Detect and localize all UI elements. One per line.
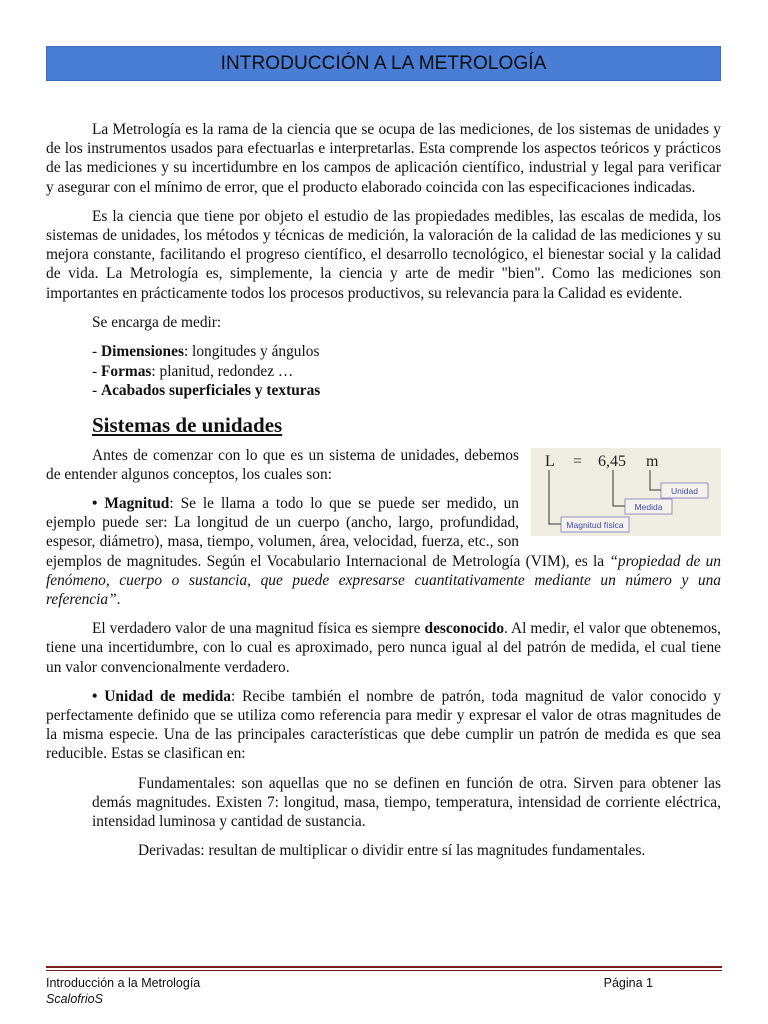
paragraph-true-value: El verdadero valor de una magnitud física es siempre desconocido. Al medir, el valor que obtenemos, tiene una incertidumbre, con lo cual es aproximado, pero nunca igual al del patrón de medida, el cual tiene un valor convencionalmente verdadero. [46, 620, 721, 676]
paragraph-derivadas: Derivadas: resultan de multiplicar o dividir entre sí las magnitudes fundamentales. [138, 842, 646, 860]
page-footer [46, 966, 722, 1006]
diagram-connector-measure [613, 470, 625, 506]
footer-doc-title: Introducción a la Metrología [46, 976, 201, 990]
diagram-equals: = [573, 452, 583, 470]
page-number: Página 1 [603, 976, 653, 990]
diagram-value: 6,45 [598, 452, 626, 470]
paragraph-magnitud: • Magnitud: Se le llama a todo lo que se puede ser medido, un ejemplo puede ser: La longitud de un cuerpo (ancho, largo, profundidad, espesor, diámetro), masa, tiempo, volumen, área, velocidad, fuerza, etc., son ejemplos de magnitudes. Según el Vocabulario Internacional de Metrología (VIM), es la “propiedad de un fenómeno, cuerpo o sustancia, que puede expresarse cuantitativamente mediante un número y una referencia”. [46, 494, 721, 608]
footer-row [46, 976, 722, 990]
title-banner [46, 46, 721, 81]
measures-list [92, 342, 721, 401]
paragraph-fundamentales: Fundamentales: son aquellas que no se definen en función de otra. Sirven para obtener las demás magnitudes. Existen 7: longitud, masa, tiempo, temperatura, intensidad de corriente eléctrica, intensidad luminosa y cantidad de sustancia. [92, 774, 721, 830]
diagram-label-magnitude: Magnitud física [566, 519, 624, 530]
list-item: - Acabados superficiales y texturas [92, 382, 321, 400]
document-body [46, 120, 721, 870]
footer-rule [46, 966, 722, 968]
diagram-label-measure: Medida [634, 501, 663, 512]
paragraph-concepts-intro: Antes de comenzar con lo que es un sistema de unidades, debemos de entender algunos conceptos, los cuales son: [46, 446, 519, 483]
footer-rule-thin [46, 970, 722, 971]
concepts-block [46, 446, 721, 610]
diagram-connector-magnitude [549, 470, 561, 524]
list-item: - Dimensiones: longitudes y ángulos [92, 343, 320, 361]
vim-quote: “propiedad de un fenómeno, cuerpo o sustancia, que puede expresarse cuantitativamente mediante un número y una referencia” [46, 552, 721, 608]
diagram-symbol: L [545, 452, 555, 470]
paragraph-definition: Es la ciencia que tiene por objeto el estudio de las propiedades medibles, las escalas de medida, los sistemas de unidades, los métodos y técnicas de medición, la valoración de la calidad de las mediciones y su mejora constante, facilitando el progreso científico, el desarrollo tecnológico, el bienestar social y la calidad de vida. La Metrología es, simplemente, la ciencia y arte de medir "bien". Como las mediciones son importantes en prácticamente todos los procesos productivos, su relevancia para la Calidad es evidente. [46, 207, 721, 302]
footer-author: ScalofrioS [46, 992, 103, 1006]
measurement-diagram [531, 448, 721, 536]
paragraph-unidad: • Unidad de medida: Recibe también el nombre de patrón, toda magnitud de valor conocido y perfectamente definido que se utiliza como referencia para medir y expresar el valor de otras magnitudes de la misma especie. Una de las principales características que debe cumplir un patrón de medida es que sea reducible. Estas se clasifican en: [46, 687, 721, 763]
page-title: INTRODUCCIÓN A LA METROLOGÍA [220, 52, 547, 74]
diagram-label-unit: Unidad [671, 485, 698, 496]
diagram-unit-symbol: m [646, 452, 659, 470]
paragraph-intro: La Metrología es la rama de la ciencia que se ocupa de las mediciones, de los sistemas de unidades y de los instrumentos usados para efectuarlas e interpretarlas. Esta comprende los aspectos teóricos y prácticos de las mediciones y su incertidumbre en los campos de aplicación científico, industrial y legal para verificar y asegurar con el mínimo de error, que el producto elaborado coincida con las especificaciones indicadas. [46, 121, 721, 196]
section-heading: Sistemas de unidades [92, 412, 283, 437]
diagram-svg [531, 448, 721, 536]
list-item: - Formas: planitud, redondez … [92, 362, 294, 380]
diagram-connector-unit [650, 470, 661, 490]
paragraph-measures-intro: Se encarga de medir: [92, 313, 222, 331]
